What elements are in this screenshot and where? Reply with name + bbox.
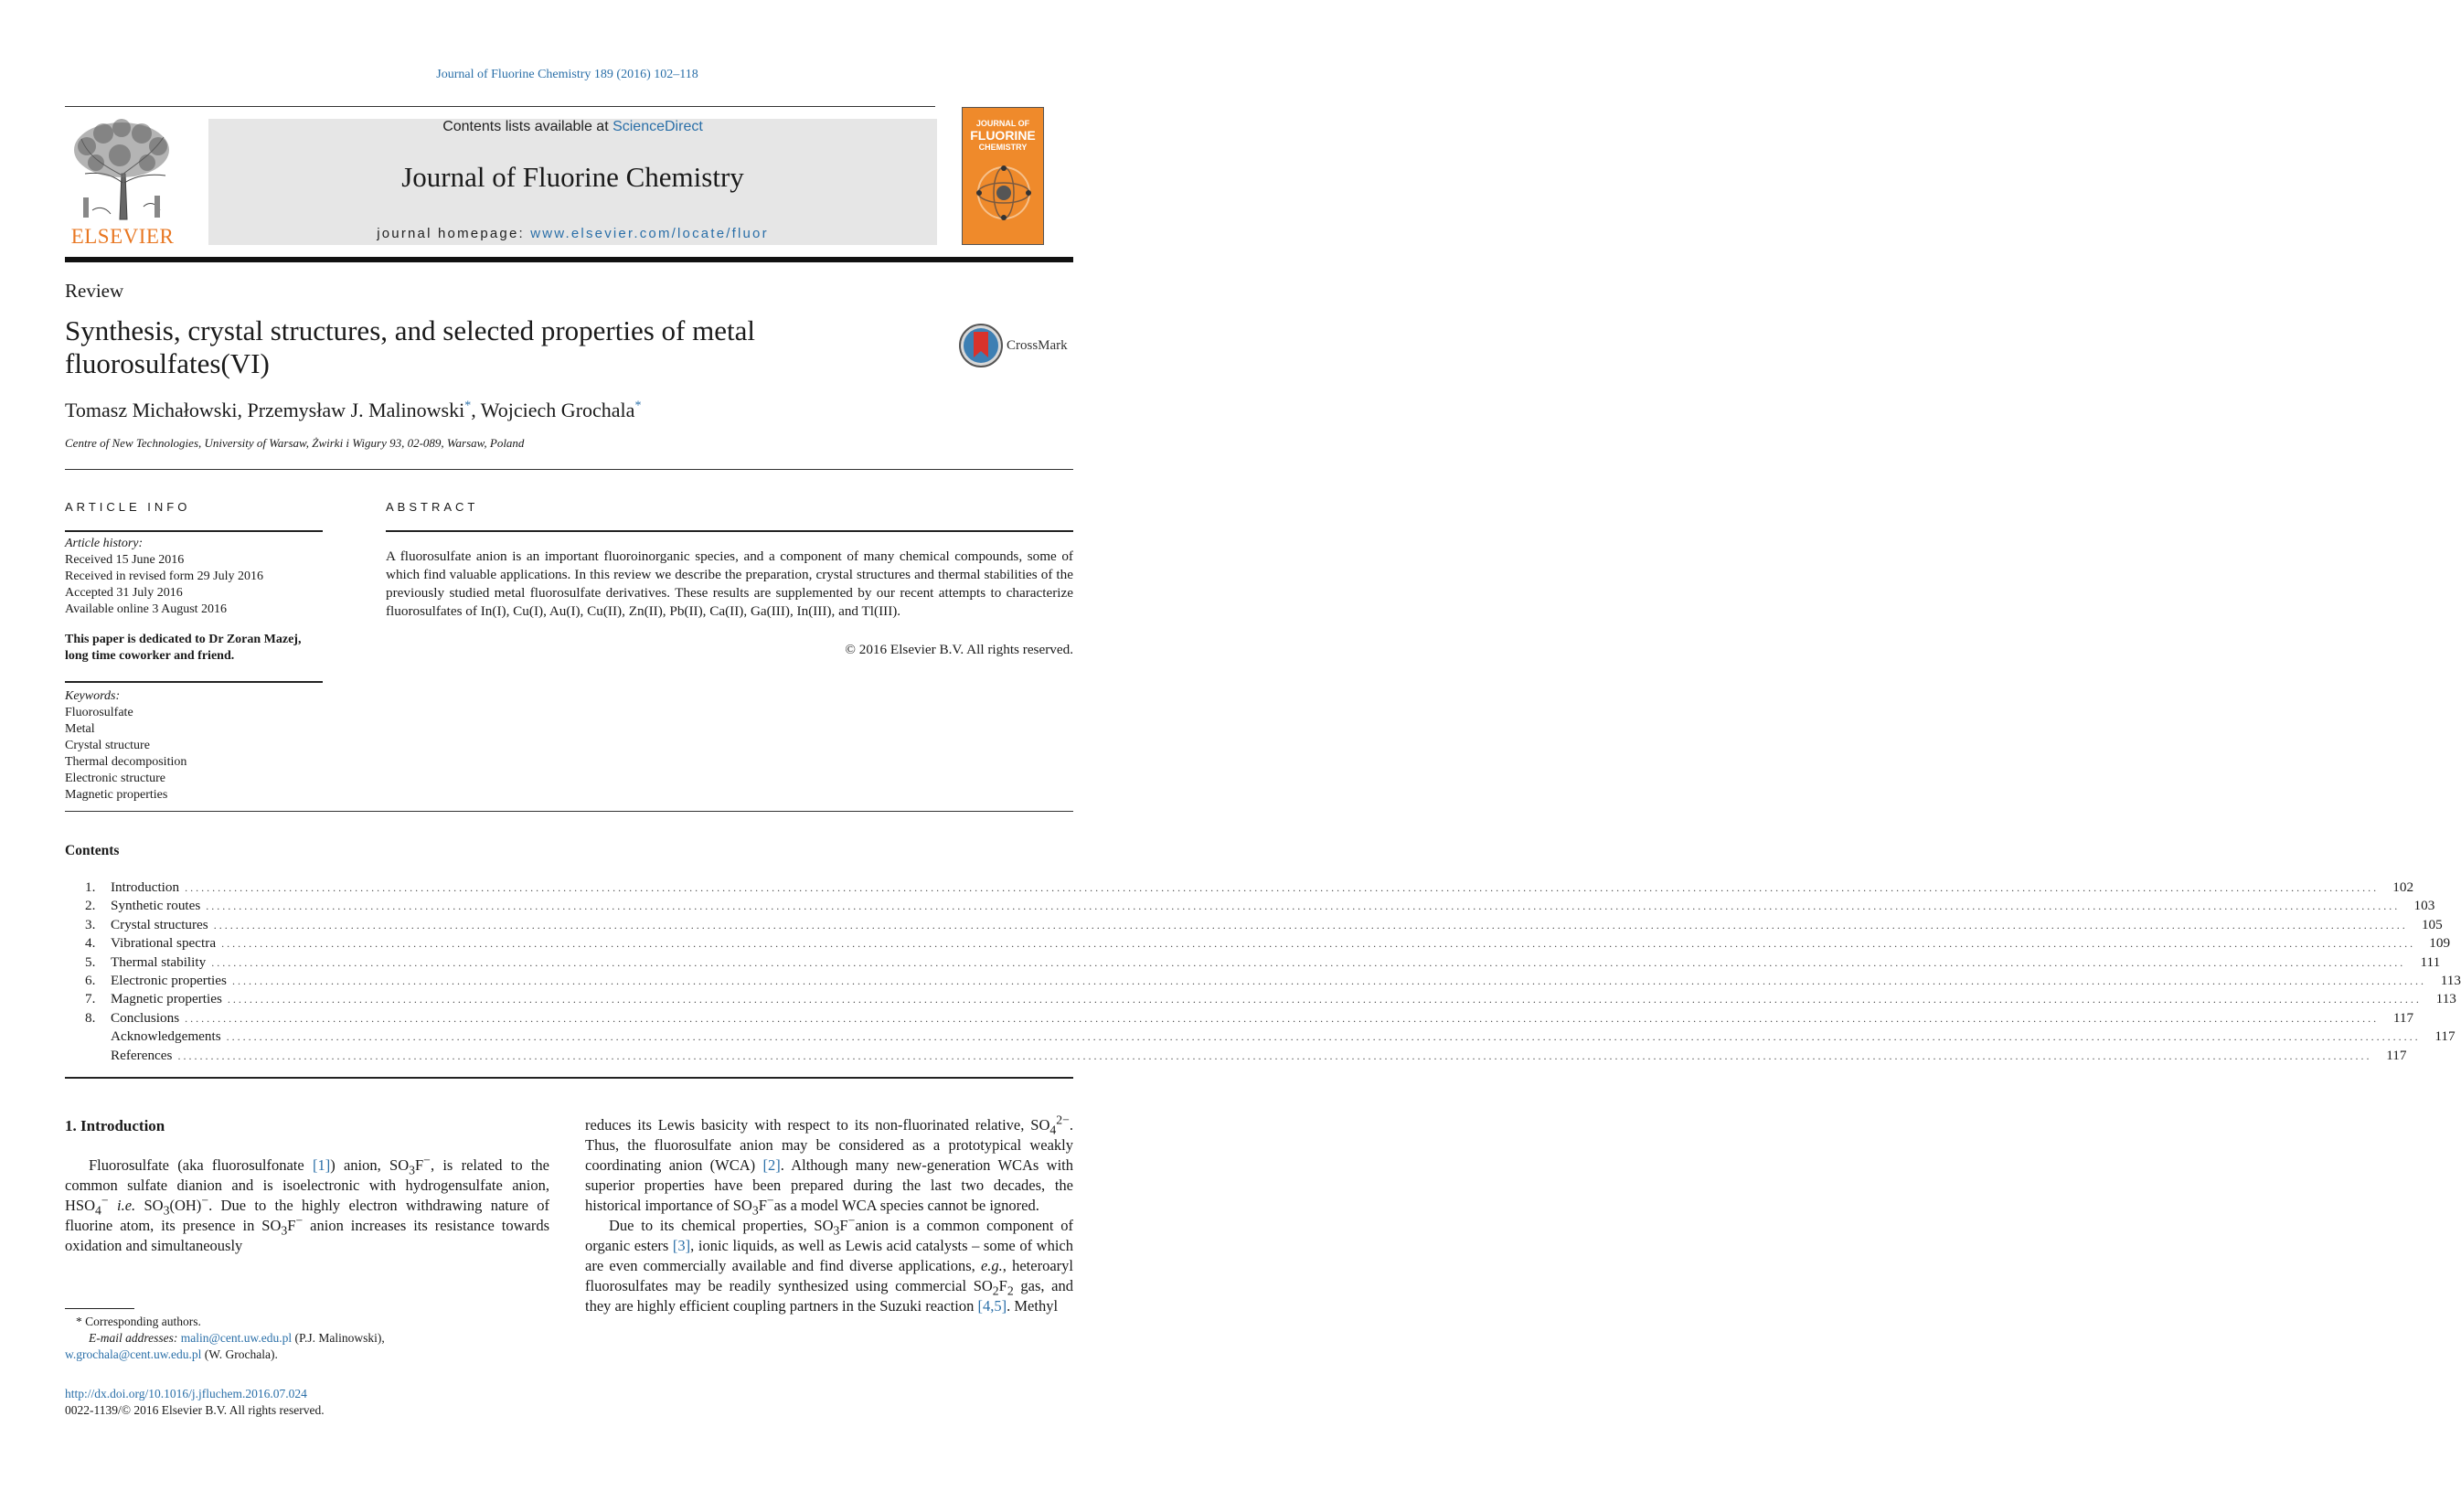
elsevier-tree-icon: [65, 119, 180, 221]
article-type: Review: [65, 280, 124, 302]
toc-leader: ................................................................................................................................................................................................................................................................................................................................................................................................................: [211, 955, 2406, 969]
toc-number: 5.: [85, 953, 96, 970]
footnote-rule: [65, 1308, 134, 1309]
email-line: w.grochala@cent.uw.edu.pl (W. Grochala).: [65, 1347, 278, 1361]
toc-leader: ................................................................................................................................................................................................................................................................................................................................................................................................................: [177, 1049, 2372, 1062]
paragraph: Due to its chemical properties, $SO_3F^-anion$ is a common component of organic esters [3], ionic liquids, as well as Lewis acid catalysts – some of which are even commercially available and find diverse applications, e.g., heteroaryl fluorosulfates may be readily synthesized using commercial $SO_2F_2$ gas, and they are highly efficient coupling partners in the Suzuki reaction [4,5]. Methyl: [585, 1213, 1073, 1315]
toc-number: 7.: [85, 991, 96, 1007]
authors-part-2: , Wojciech Grochala: [471, 399, 635, 421]
toc-label: References: [111, 1047, 173, 1063]
history-item: Accepted 31 July 2016: [65, 586, 183, 600]
toc-number: 2.: [85, 898, 96, 914]
toc-leader: ................................................................................................................................................................................................................................................................................................................................................................................................................: [213, 918, 2408, 932]
header-thick-rule: [65, 257, 1073, 262]
doi-link[interactable]: http://dx.doi.org/10.1016/j.jfluchem.2016.07.024: [65, 1387, 307, 1400]
toc-page: 102: [2392, 879, 2414, 895]
toc-leader: ................................................................................................................................................................................................................................................................................................................................................................................................................: [206, 900, 2401, 913]
toc-item[interactable]: [65, 935, 2451, 953]
toc-label: Magnetic properties: [111, 991, 222, 1007]
email-link[interactable]: w.grochala@cent.uw.edu.pl: [65, 1347, 202, 1361]
toc-label: Electronic properties: [111, 972, 227, 988]
toc-label: Vibrational spectra: [111, 935, 217, 952]
email-link[interactable]: malin@cent.uw.edu.pl: [180, 1331, 293, 1345]
cover-title-line-3: CHEMISTRY: [978, 143, 1028, 152]
contents-heading: Contents: [65, 843, 120, 858]
history-item: Received 15 June 2016: [65, 553, 185, 567]
intro-right-column: [585, 1115, 1073, 1316]
homepage-prefix: journal homepage:: [377, 226, 531, 241]
toc-item[interactable]: [65, 879, 2414, 898]
article-info-rule: [65, 681, 323, 683]
sciencedirect-link[interactable]: ScienceDirect: [613, 119, 703, 134]
contents-available-line: [208, 119, 937, 135]
divider: [65, 469, 1073, 470]
table-of-contents: [65, 879, 2461, 1066]
keyword: Electronic structure: [65, 772, 166, 785]
toc-leader: ................................................................................................................................................................................................................................................................................................................................................................................................................: [227, 993, 2422, 1006]
toc-item[interactable]: [65, 972, 2461, 991]
journal-homepage-line: [208, 226, 937, 241]
citation-link[interactable]: [4,5]: [977, 1297, 1007, 1315]
toc-label: Introduction: [111, 879, 180, 895]
toc-number: 4.: [85, 935, 96, 952]
keyword: Fluorosulfate: [65, 706, 133, 719]
toc-label: Acknowledgements: [111, 1028, 221, 1045]
abstract-heading: ABSTRACT: [386, 500, 479, 514]
toc-page: 105: [2421, 916, 2443, 932]
journal-reference[interactable]: Journal of Fluorine Chemistry 189 (2016) 102–118: [436, 68, 698, 81]
elsevier-wordmark: ELSEVIER: [70, 225, 175, 248]
toc-item[interactable]: [65, 898, 2435, 916]
affiliation: Centre of New Technologies, University of Warsaw, Żwirki i Wigury 93, 02-089, Warsaw, Poland: [65, 436, 525, 450]
toc-label: Synthetic routes: [111, 898, 201, 914]
toc-number: 8.: [85, 1009, 96, 1026]
toc-label: Thermal stability: [111, 953, 207, 970]
footnote: [65, 1314, 577, 1363]
intro-left-column: Fluorosulfate (aka fluorosulfonate [1]) anion, $SO_3F^-$, is related to the common sulfate dianion and is isoelectronic with hydrogensulfate anion, $HSO_4^-$ i.e. $SO_3(OH)^-$. Due to the highly electron withdrawing nature of fluorine atom, its presence in $SO_3F^-$ anion increases its resistance towards oxidation and simultaneously: [65, 1153, 550, 1254]
citation-link[interactable]: [3]: [672, 1237, 691, 1254]
toc-item[interactable]: [65, 1028, 2456, 1047]
keywords-label: Keywords:: [65, 689, 121, 703]
toc-label: Conclusions: [111, 1009, 180, 1026]
toc-page: 117: [2386, 1047, 2407, 1063]
header-rule: [65, 106, 935, 107]
history-item: Received in revised form 29 July 2016: [65, 570, 263, 583]
toc-item[interactable]: [65, 953, 2441, 973]
history-label: Article history:: [65, 537, 144, 550]
journal-title: Journal of Fluorine Chemistry: [401, 161, 744, 193]
cover-title-line-2: FLUORINE: [970, 128, 1036, 143]
keyword: Magnetic properties: [65, 788, 168, 802]
keyword: Thermal decomposition: [65, 755, 187, 769]
keyword: Crystal structure: [65, 739, 150, 752]
contents-bottom-rule: [65, 1077, 1073, 1079]
toc-leader: ................................................................................................................................................................................................................................................................................................................................................................................................................: [221, 937, 2416, 951]
contents-prefix: Contents lists available at: [442, 119, 613, 134]
toc-page: 111: [2420, 953, 2441, 970]
abstract-text: A fluorosulfate anion is an important fluoroinorganic species, and a component of many chemical compounds, some of which find valuable applications. In this review we describe the preparation, crystal structures and thermal stabilities of the previously studied metal fluorosulfate derivatives. These results are supplemented by our recent attempts to characterize fluorosulfates of In(I), Cu(I), Au(I), Cu(II), Zn(II), Pb(II), Ca(II), Ga(III), In(III), and Tl(III).: [386, 548, 1073, 619]
issn-copyright: 0022-1139/© 2016 Elsevier B.V. All rights reserved.: [65, 1403, 325, 1417]
section-heading-introduction: 1. Introduction: [65, 1117, 165, 1134]
crossmark-badge[interactable]: [958, 323, 1073, 368]
article-info-rule: [65, 530, 323, 532]
toc-leader: ................................................................................................................................................................................................................................................................................................................................................................................................................: [185, 881, 2380, 894]
doi-block: [65, 1386, 325, 1419]
toc-page: 109: [2429, 935, 2451, 952]
dedication: This paper is dedicated to Dr Zoran Mazej, long time coworker and friend.: [65, 633, 302, 663]
cover-title: [963, 119, 1043, 153]
elsevier-logo: [65, 119, 180, 247]
toc-item[interactable]: [65, 1047, 2407, 1066]
crossmark-icon: [958, 323, 1004, 368]
toc-leader: ................................................................................................................................................................................................................................................................................................................................................................................................................: [231, 974, 2426, 987]
atom-icon: [972, 161, 1036, 225]
journal-banner: [208, 119, 937, 245]
abstract-copyright: © 2016 Elsevier B.V. All rights reserved.: [845, 642, 1073, 657]
abstract-rule: [386, 530, 1073, 532]
toc-number: 1.: [85, 879, 96, 895]
history-item: Available online 3 August 2016: [65, 602, 228, 616]
citation-link[interactable]: [2]: [762, 1156, 781, 1174]
keywords: [65, 688, 323, 804]
article-info-heading: ARTICLE INFO: [65, 500, 191, 514]
article-title: Synthesis, crystal structures, and selected properties of metal fluorosulfates(VI): [65, 314, 755, 379]
citation-link[interactable]: [1]: [312, 1156, 331, 1174]
corresponding-authors-note: * Corresponding authors.: [76, 1315, 201, 1328]
journal-cover-thumbnail[interactable]: [962, 107, 1044, 245]
authors-part-1: Tomasz Michałowski, Przemysław J. Malinowski: [65, 399, 465, 421]
article-history: [65, 536, 323, 618]
toc-page: 113: [2435, 991, 2456, 1007]
toc-leader: ................................................................................................................................................................................................................................................................................................................................................................................................................: [226, 1030, 2421, 1044]
homepage-link[interactable]: www.elsevier.com/locate/fluor: [530, 226, 769, 241]
toc-page: 113: [2440, 972, 2461, 988]
toc-label: Crystal structures: [111, 916, 208, 932]
toc-number: 6.: [85, 972, 96, 988]
divider: [65, 811, 1073, 812]
toc-leader: ................................................................................................................................................................................................................................................................................................................................................................................................................: [185, 1011, 2380, 1025]
crossmark-label: CrossMark: [1007, 338, 1068, 353]
paragraph: reduces its Lewis basicity with respect to its non-fluorinated relative, $SO_4^{2-}$. Thus, the fluorosulfate anion may be considered as a prototypical weakly coordinating anion (WCA) [2]. Although many new-generation WCAs with superior properties have been prepared during the last two decades, the historical importance of $SO_3F^-as$ a model WCA species cannot be ignored.: [585, 1113, 1073, 1218]
toc-item[interactable]: [65, 1009, 2414, 1028]
toc-item[interactable]: [65, 916, 2443, 935]
email-line: E-mail addresses: malin@cent.uw.edu.pl (P.J. Malinowski),: [89, 1331, 385, 1345]
toc-page: 117: [2392, 1009, 2414, 1026]
keyword: Metal: [65, 722, 95, 736]
toc-item[interactable]: [65, 991, 2456, 1009]
author-list: [65, 399, 641, 422]
cover-title-line-1: JOURNAL OF: [975, 119, 1030, 128]
toc-page: 103: [2413, 898, 2435, 914]
toc-number: 3.: [85, 916, 96, 932]
corresponding-author-mark[interactable]: *: [634, 399, 642, 413]
corresponding-author-mark[interactable]: *: [464, 399, 472, 413]
toc-page: 117: [2434, 1028, 2456, 1045]
